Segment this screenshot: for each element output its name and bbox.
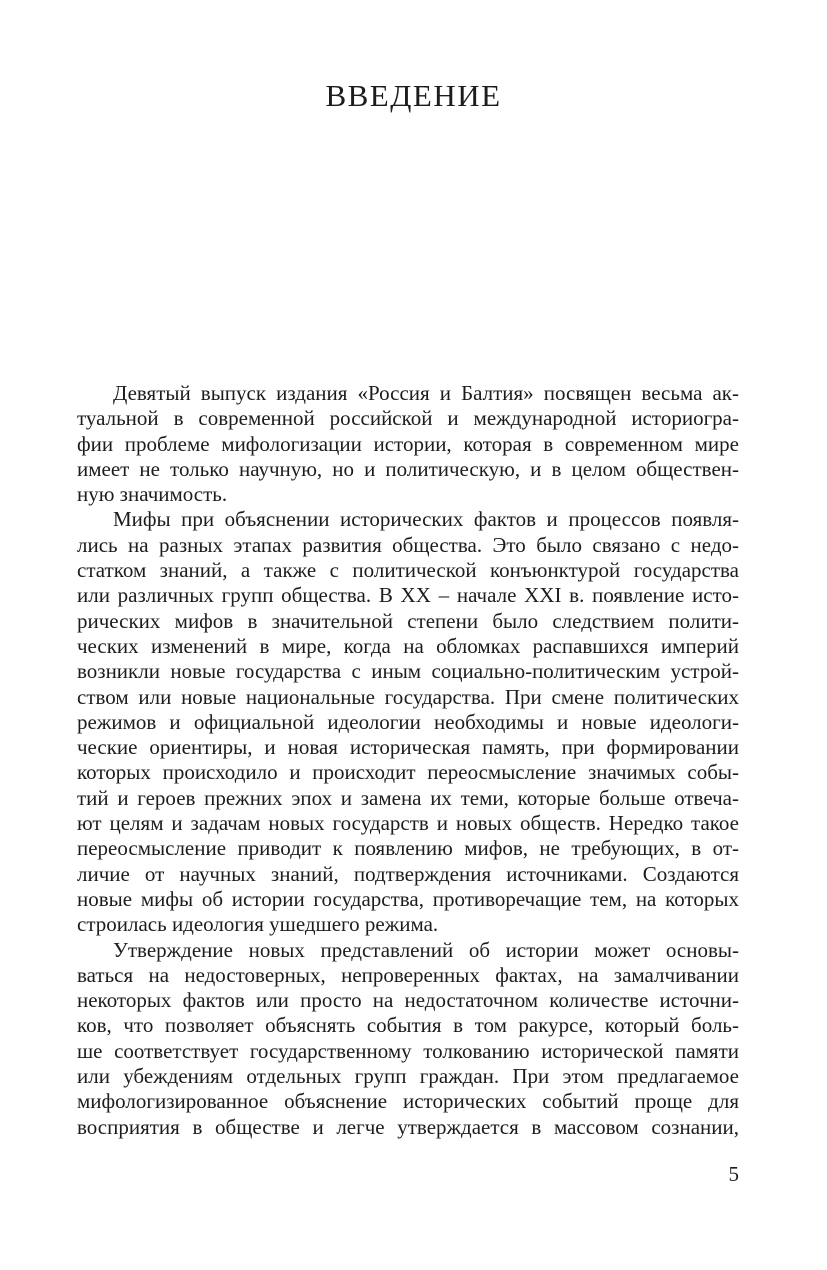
text-line: ков, что позволяет объяснять события в том ракурсе, который боль-: [77, 1013, 739, 1038]
text-line: режимов и официальной идеологии необходимы и новые идеологи-: [77, 709, 739, 734]
text-line: ческие ориентиры, и новая историческая память, при формировании: [77, 735, 739, 760]
text-line: мифологизированное объяснение исторических событий проще для: [77, 1089, 739, 1114]
text-line: восприятия в обществе и легче утверждается в массовом сознании,: [77, 1114, 739, 1139]
text-line: переосмысление приводит к появлению мифов, не требующих, в от-: [77, 836, 739, 861]
text-line: возникли новые государства с иным социально-политическим устрой-: [77, 659, 739, 684]
text-line: лись на разных этапах развития общества. Это было связано с недо-: [77, 532, 739, 557]
text-line: ют целям и задачам новых государств и новых обществ. Нередко такое: [77, 811, 739, 836]
text-line: новые мифы об истории государства, противоречащие тем, на которых: [77, 886, 739, 911]
text-line: Утверждение новых представлений об истории может основы-: [113, 937, 739, 962]
text-line: статком знаний, а также с политической конъюнктурой государства: [77, 558, 739, 583]
text-line: личие от научных знаний, подтверждения источниками. Создаются: [77, 861, 739, 886]
text-line: или убеждениям отдельных групп граждан. При этом предлагаемое: [77, 1064, 739, 1089]
text-line: которых происходило и происходит переосмысление значимых собы-: [77, 760, 739, 785]
text-line: фии проблеме мифологизации истории, которая в современном мире: [77, 431, 739, 456]
text-line: некоторых фактов или просто на недостаточном количестве источни-: [77, 988, 739, 1013]
text-line: ше соответствует государственному толкованию исторической памяти: [77, 1038, 739, 1063]
text-line: ваться на недостоверных, непроверенных фактах, на замалчивании: [77, 962, 739, 987]
paragraph: [77, 507, 739, 937]
text-line: имеет не только научную, но и политическую, и в целом обществен-: [77, 456, 739, 481]
paragraph: [77, 938, 739, 1140]
text-line: строилась идеология ушедшего режима.: [77, 912, 439, 937]
text-body: [77, 381, 739, 1140]
paragraph: [77, 381, 739, 507]
text-line: ством или новые национальные государства. При смене политических: [77, 684, 739, 709]
text-line: Девятый выпуск издания «Россия и Балтия» посвящен весьма ак-: [113, 381, 739, 405]
text-line: туальной в современной российской и международной историогра-: [77, 406, 739, 431]
page-number: 5: [728, 1162, 739, 1186]
text-line: Мифы при объяснении исторических фактов и процессов появля-: [113, 507, 739, 532]
text-line: тий и героев прежних эпох и замена их теми, которые больше отвеча-: [77, 785, 739, 810]
text-line: рических мифов в значительной степени было следствием полити-: [77, 608, 739, 633]
chapter-title: ВВЕДЕНИЕ: [325, 78, 502, 113]
text-line: ческих изменений в мире, когда на обломках распавшихся империй: [77, 633, 739, 658]
text-line: ную значимость.: [77, 482, 228, 507]
text-line: или различных групп общества. В XX – начале XXI в. появление исто-: [77, 583, 739, 608]
